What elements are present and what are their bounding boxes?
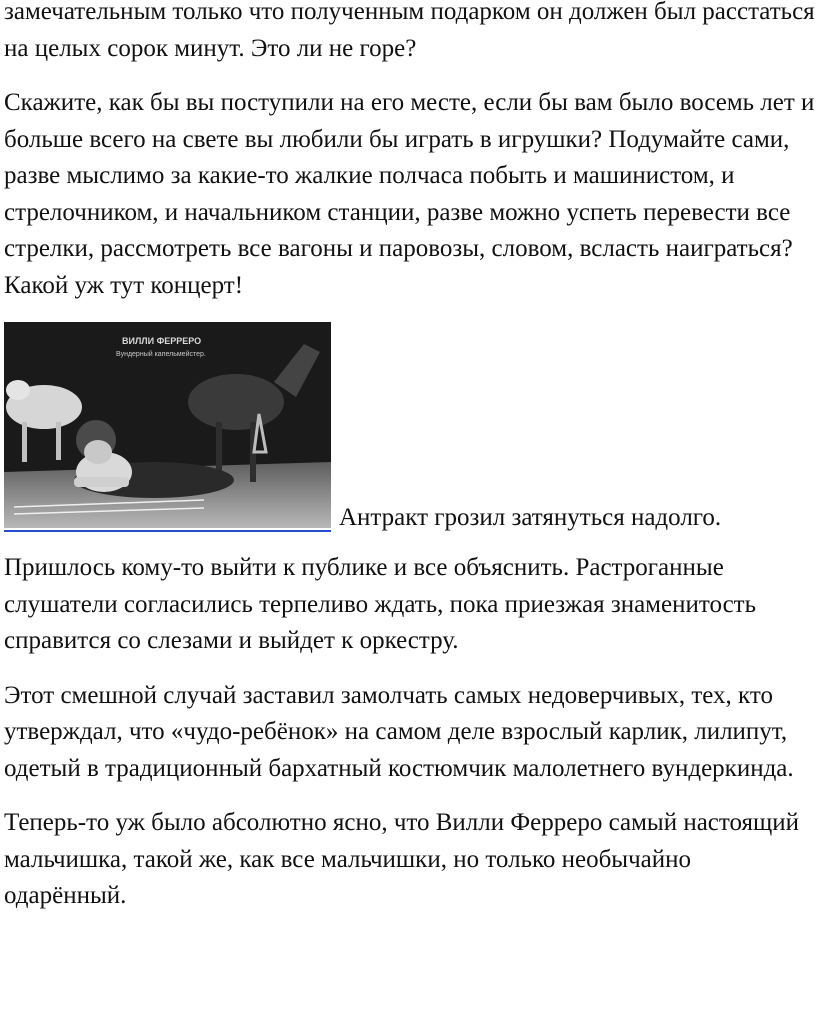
paragraph-3: Пришлось кому-то выйти к публике и все объяснить. Растроганные слушатели согласились терпеливо ждать, пока приезжая знаменитость справится со слезами и выйдет к оркестру. — [4, 554, 756, 654]
document-page — [4, 0, 816, 933]
historical-photo — [4, 322, 331, 528]
paragraph-5: Теперь-то уж было абсолютно ясно, что Вилли Ферреро самый настоящий мальчишка, такой же, как все мальчишки, но только необычайно одарённый. — [4, 809, 800, 909]
paragraph-1: замечательным только что полученным подарком он должен был расстаться на целых сорок минут. Это ли не горе? — [4, 0, 815, 62]
photo-block — [4, 322, 816, 532]
paragraph-4: Этот смешной случай заставил замолчать самых недоверчивых, тех, кто утверждал, что «чудо-ребёнок» на самом деле взрослый карлик, лилипут, одетый в традиционный бархатный костюмчик малолетнего вундеркинда. — [4, 681, 794, 782]
photo-link[interactable] — [4, 322, 331, 532]
photo-caption: Антракт грозил затянуться надолго. — [339, 503, 722, 531]
photo-inscription-title: ВИЛЛИ ФЕРРЕРО — [122, 336, 202, 346]
paragraph-2: Скажите, как бы вы поступили на его месте, если бы вам было восемь лет и больше всего на свете вы любили бы играть в игрушки? Подумайте сами, разве мыслимо за какие-то жалкие полчаса побыть и машинистом, и стрелочником, и начальником станции, разве можно успеть перевести все стрелки, рассмотреть все вагоны и паровозы, словом, всласть наиграться? Какой уж тут концерт! — [4, 89, 815, 299]
photo-inscription-subtitle: Вундерный капельмейстер. — [116, 351, 206, 358]
